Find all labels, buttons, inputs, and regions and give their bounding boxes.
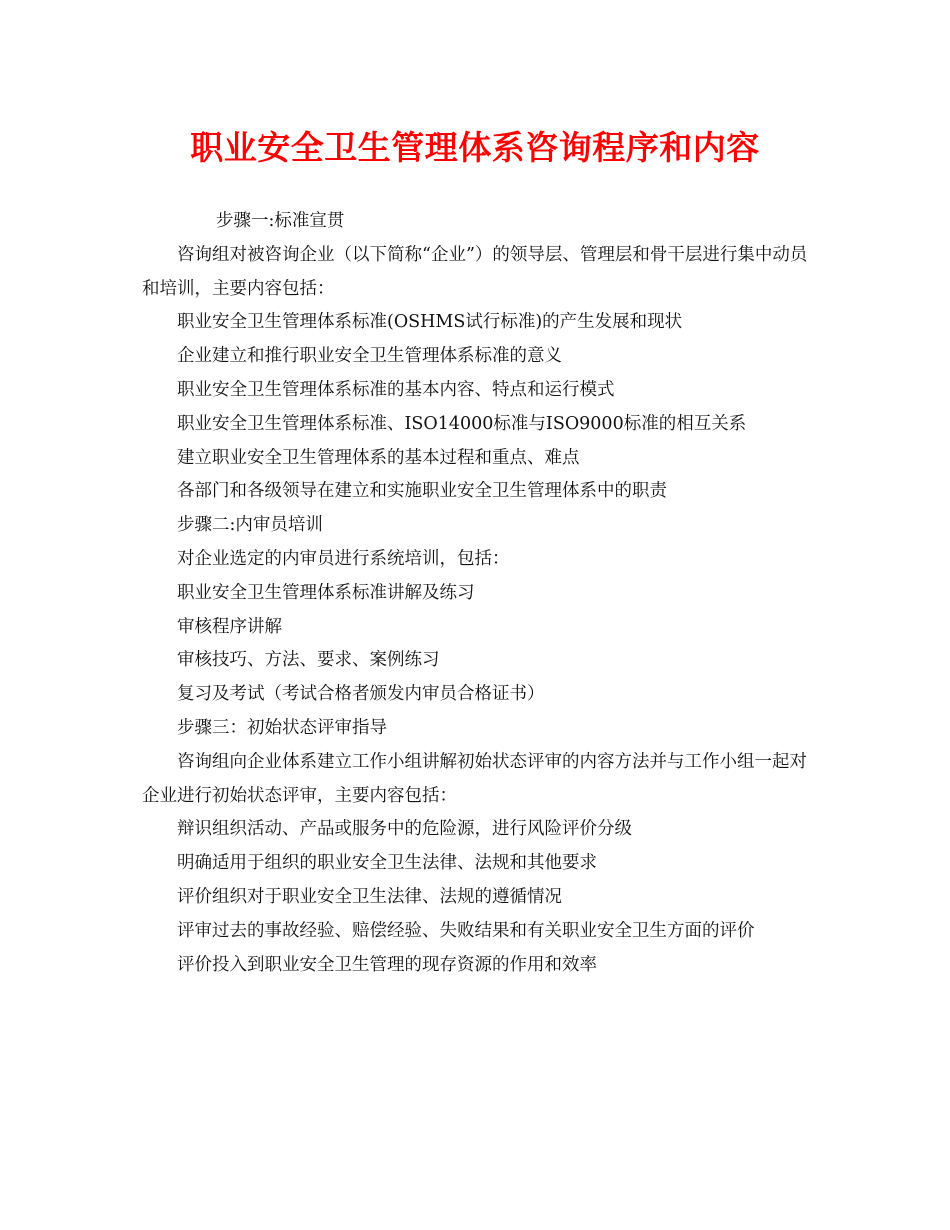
paragraph: 对企业选定的内审员进行系统培训，包括： xyxy=(177,548,510,569)
list-item: 评审过去的事故经验、赔偿经验、失败结果和有关职业安全卫生方面的评价 xyxy=(177,920,755,941)
list-item: 评价组织对于职业安全卫生法律、法规的遵循情况 xyxy=(177,886,562,907)
document-title: 职业安全卫生管理体系咨询程序和内容 xyxy=(190,128,760,167)
list-item: 职业安全卫生管理体系标准(OSHMS试行标准)的产生发展和现状 xyxy=(177,312,683,333)
list-item: 企业建立和推行职业安全卫生管理体系标准的意义 xyxy=(177,346,562,367)
list-item: 明确适用于组织的职业安全卫生法律、法规和其他要求 xyxy=(177,853,597,874)
step-three-heading: 步骤三：初始状态评审指导 xyxy=(177,717,387,738)
list-item: 职业安全卫生管理体系标准、ISO14000标准与ISO9000标准的相互关系 xyxy=(177,413,747,434)
list-item: 职业安全卫生管理体系标准的基本内容、特点和运行模式 xyxy=(177,379,615,400)
step-one-heading: 步骤一:标准宣贯 xyxy=(216,211,345,231)
list-item: 建立职业安全卫生管理体系的基本过程和重点、难点 xyxy=(177,447,580,468)
document-body xyxy=(142,205,814,982)
list-item: 各部门和各级领导在建立和实施职业安全卫生管理体系中的职责 xyxy=(177,481,667,502)
list-item: 评价投入到职业安全卫生管理的现存资源的作用和效率 xyxy=(177,954,597,975)
paragraph: 咨询组向企业体系建立工作小组讲解初始状态评审的内容方法并与工作小组一起对企业进行初始状态评审，主要内容包括： xyxy=(142,751,807,806)
list-item: 审核技巧、方法、要求、案例练习 xyxy=(177,650,440,671)
step-two-heading: 步骤二:内审员培训 xyxy=(177,515,323,536)
list-item: 职业安全卫生管理体系标准讲解及练习 xyxy=(177,582,475,603)
list-item: 复习及考试（考试合格者颁发内审员合格证书） xyxy=(177,684,545,705)
list-item: 辩识组织活动、产品或服务中的危险源，进行风险评价分级 xyxy=(177,819,632,840)
paragraph: 咨询组对被咨询企业（以下简称“企业”）的领导层、管理层和骨干层进行集中动员和培训，主要内容包括： xyxy=(142,244,808,299)
list-item: 审核程序讲解 xyxy=(177,616,282,637)
